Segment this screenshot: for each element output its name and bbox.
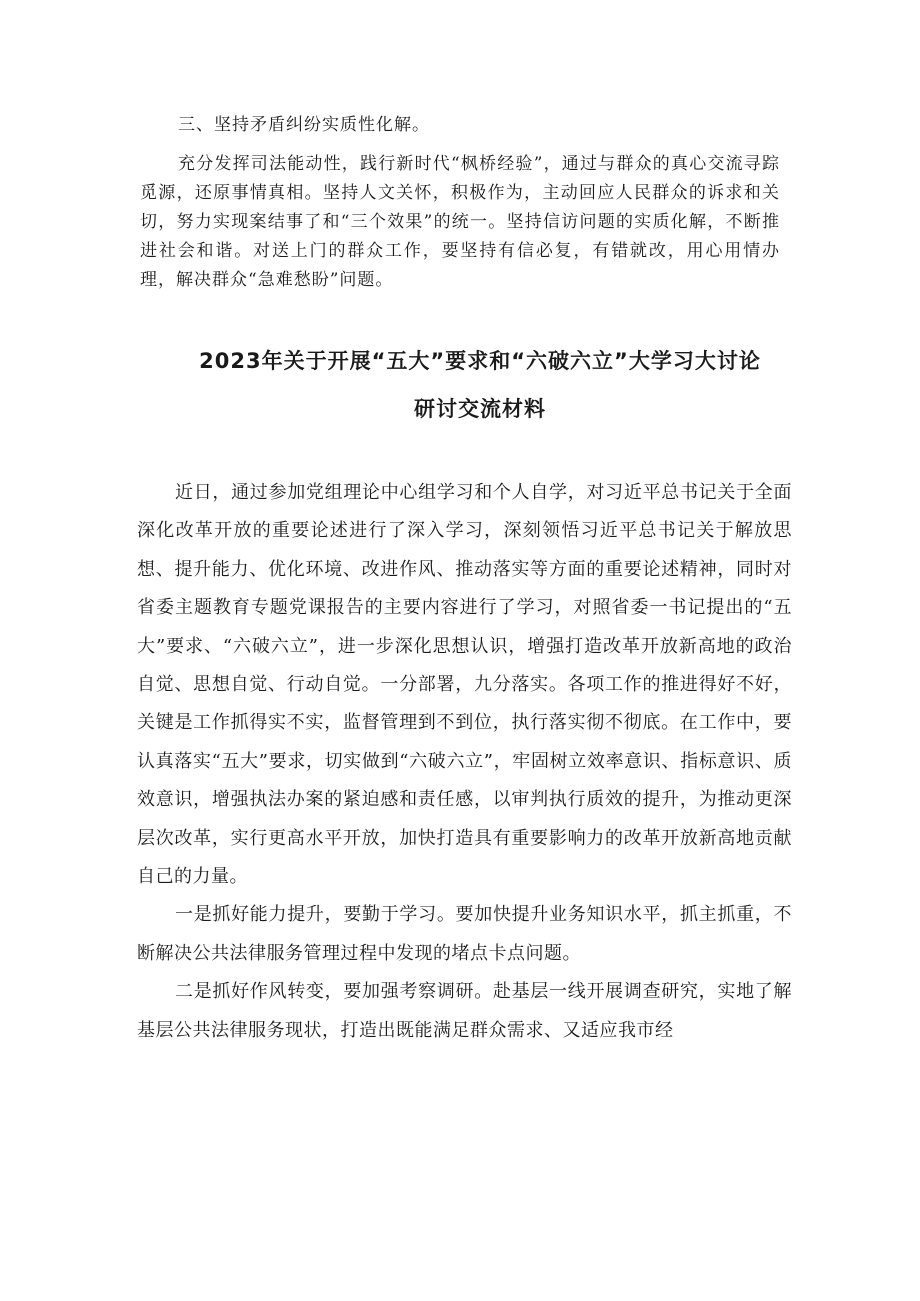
section-three-paragraph: 充分发挥司法能动性，践行新时代“枫桥经验”，通过与群众的真心交流寻踪觅源，还原事情真相。坚持人文关怀，积极作为，主动回应人民群众的诉求和关切，努力实现案结事了和“三个效果”的统一。坚持信访问题的实质化解，不断推进社会和谐。对送上门的群众工作，要坚持有信必复，有错就改，用心用情办理，解决群众“急难愁盼”问题。 [140, 154, 780, 290]
body-paragraph-point-one: 一是抓好能力提升，要勤于学习。要加快提升业务知识水平，抓主抓重，不断解决公共法律服务管理过程中发现的堵点卡点问题。 [137, 904, 792, 964]
article-body [137, 474, 792, 1050]
article-title-line-1: 2023年关于开展“五大”要求和“六破六立”大学习大讨论 [199, 349, 761, 373]
body-paragraph-intro: 近日，通过参加党组理论中心组学习和个人自学，对习近平总书记关于全面深化改革开放的重要论述进行了深入学习，深刻领悟习近平总书记关于解放思想、提升能力、优化环境、改进作风、推动落实等方面的重要论述精神，同时对省委主题教育专题党课报告的主要内容进行了学习，对照省委一书记提出的“五大”要求、“六破六立”，进一步深化思想认识，增强打造改革开放新高地的政治自觉、思想自觉、行动自觉。一分部署，九分落实。各项工作的推进得好不好，关键是工作抓得实不实，监督管理到不到位，执行落实彻不彻底。在工作中，要认真落实“五大”要求，切实做到“六破六立”，牢固树立效率意识、指标意识、质效意识，增强执法办案的紧迫感和责任感，以审判执行质效的提升，为推动更深层次改革，实行更高水平开放，加快打造具有重要影响力的改革开放新高地贡献自己的力量。 [137, 482, 792, 888]
section-three-heading: 三、坚持矛盾纠纷实质性化解。 [178, 115, 430, 135]
body-paragraph-point-two: 二是抓好作风转变，要加强考察调研。赴基层一线开展调查研究，实地了解基层公共法律服务现状，打造出既能满足群众需求、又适应我市经 [137, 981, 792, 1041]
article-title-line-2: 研讨交流材料 [414, 397, 546, 421]
